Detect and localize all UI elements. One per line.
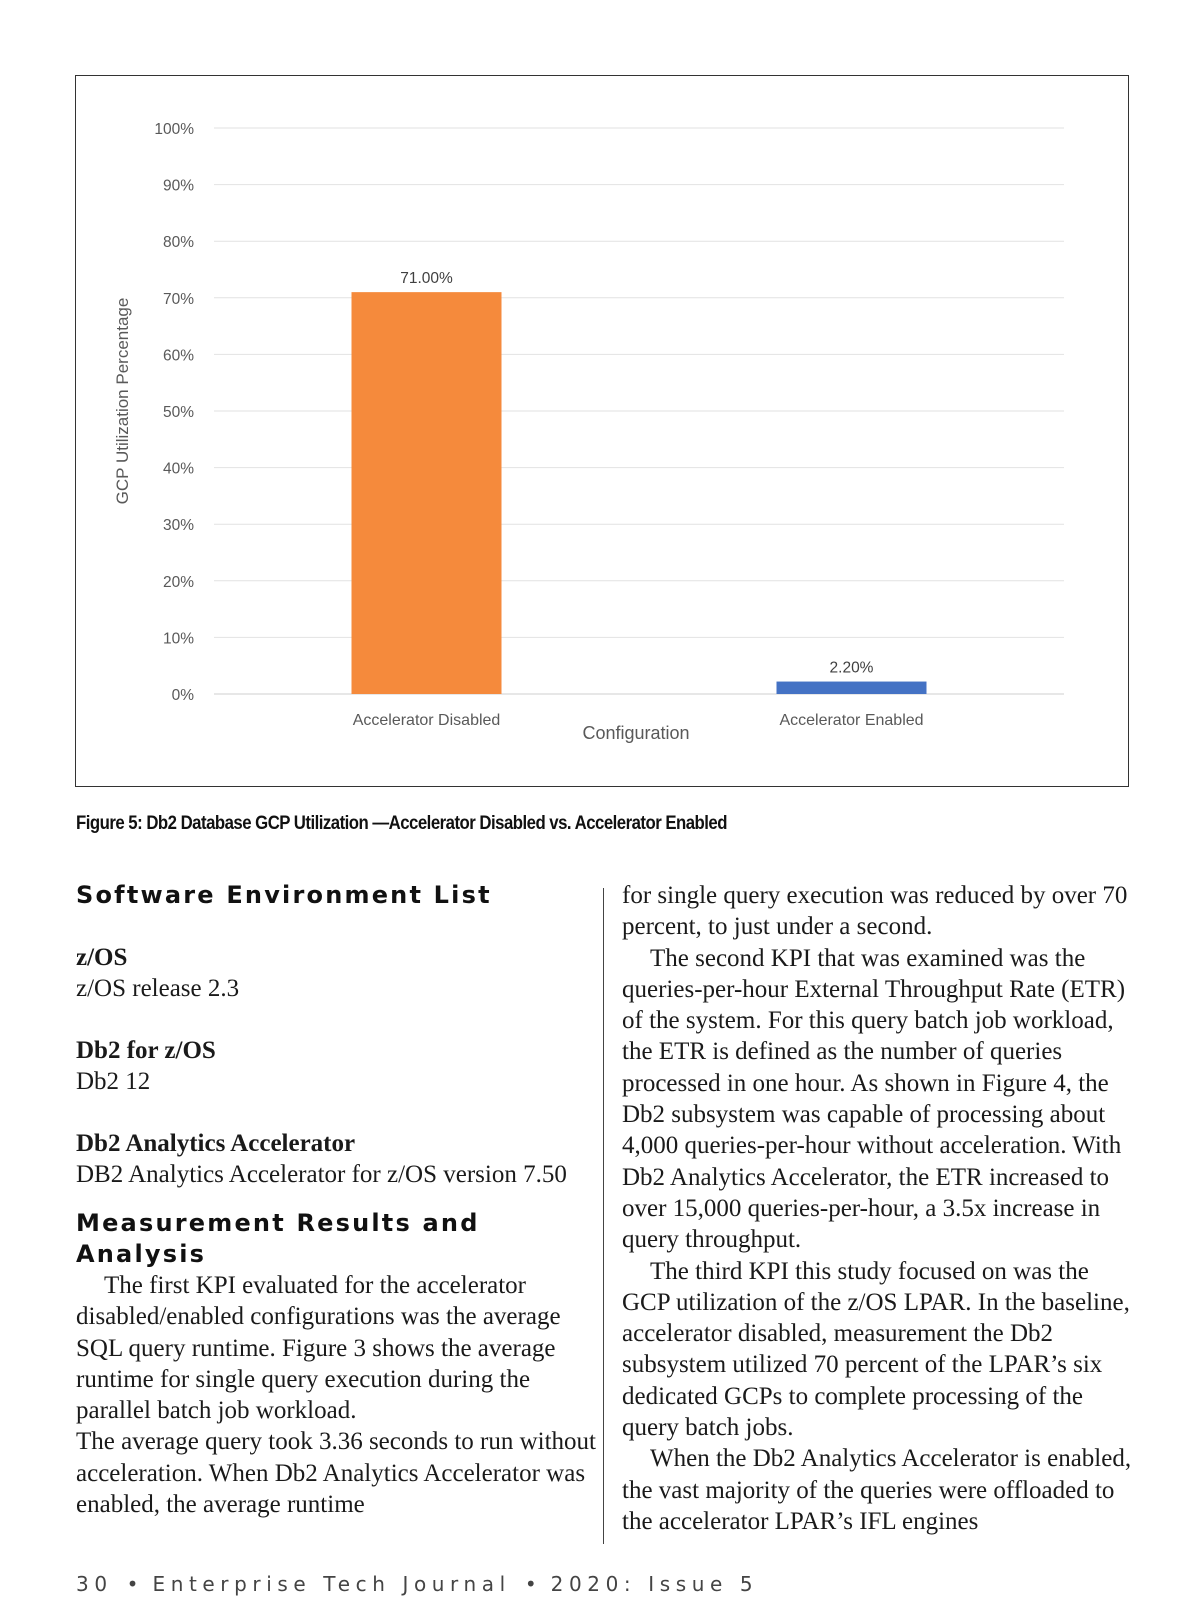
software-environment-heading: Software Environment List — [76, 881, 492, 909]
page-footer — [76, 1572, 758, 1596]
y-tick-label: 20% — [162, 573, 194, 591]
x-tick-label: Accelerator Enabled — [779, 712, 924, 729]
y-tick-label: 90% — [162, 177, 194, 195]
column-divider — [603, 888, 604, 1544]
heading-line: Measurement Results and — [76, 1209, 480, 1237]
left-column — [76, 880, 596, 1520]
separator-dot: • — [524, 1572, 537, 1596]
software-item-zos — [76, 942, 596, 1004]
software-item-db2 — [76, 1035, 596, 1097]
software-value: z/OS release 2.3 — [76, 975, 240, 1002]
right-column — [622, 880, 1132, 1537]
software-title: Db2 for z/OS — [76, 1037, 216, 1064]
body-paragraph: When the Db2 Analytics Accelerator is enabled, the vast majority of the queries were offloaded to the accelerator LPAR’s IFL engines — [622, 1445, 1132, 1535]
publication-name: Enterprise Tech Journal — [152, 1572, 511, 1596]
y-tick-label: 80% — [162, 234, 194, 252]
separator-dot: • — [126, 1572, 139, 1596]
x-axis-title: Configuration — [582, 723, 690, 743]
chart-frame — [75, 75, 1129, 787]
body-paragraph: The first KPI evaluated for the accelerator disabled/enabled configurations was the average SQL query runtime. Figure 3 shows the average runtime for single query execution during the parallel batch job workload. — [76, 1272, 561, 1425]
bar — [777, 682, 927, 694]
page-number: 30 — [76, 1572, 113, 1596]
software-value: DB2 Analytics Accelerator for z/OS version 7.50 — [76, 1161, 567, 1188]
software-item-accelerator — [76, 1128, 596, 1190]
data-label: 2.20% — [829, 659, 874, 677]
data-label: 71.00% — [400, 270, 453, 288]
software-value: Db2 12 — [76, 1068, 151, 1095]
y-tick-label: 100% — [154, 121, 194, 138]
y-tick-label: 40% — [162, 460, 194, 478]
y-tick-label: 70% — [162, 290, 194, 308]
bar — [352, 292, 502, 694]
body-paragraph: The third KPI this study focused on was the GCP utilization of the z/OS LPAR. In the baseline, accelerator disabled, measurement the Db2 subsystem utilized 70 percent of the LPAR’s six dedicated GCPs to complete processing of the query batch jobs. — [622, 1257, 1130, 1442]
body-paragraph: The second KPI that was examined was the queries-per-hour External Throughput Rate (ETR) of the system. For this query batch job workload, the ETR is defined as the number of queries processed in one hour. As shown in Figure 4, the Db2 subsystem was capable of processing about 4,000 queries-per-hour without acceleration. With Db2 Analytics Accelerator, the ETR increased to over 15,000 queries-per-hour, a 3.5x increase in query throughput. — [622, 944, 1126, 1254]
figure-caption: Figure 5: Db2 Database GCP Utilization —Accelerator Disabled vs. Accelerator Enabled — [76, 812, 727, 834]
y-tick-label: 30% — [162, 517, 194, 535]
software-title: z/OS — [76, 944, 128, 971]
y-tick-label: 0% — [171, 687, 194, 704]
y-axis-title: GCP Utilization Percentage — [113, 297, 132, 505]
software-title: Db2 Analytics Accelerator — [76, 1130, 356, 1157]
y-tick-label: 10% — [162, 630, 194, 648]
y-tick-label: 50% — [162, 404, 194, 421]
x-tick-label: Accelerator Disabled — [352, 712, 501, 729]
heading-line: Analysis — [76, 1240, 207, 1268]
bar-chart — [76, 76, 1128, 786]
issue-label: 2020: Issue 5 — [550, 1572, 759, 1596]
body-paragraph: for single query execution was reduced by over 70 percent, to just under a second. — [622, 882, 1128, 941]
body-paragraph: The average query took 3.36 seconds to run without acceleration. When Db2 Analytics Accelerator was enabled, the average runtime — [76, 1428, 597, 1519]
measurement-results-heading — [76, 1208, 596, 1270]
y-tick-label: 60% — [162, 347, 194, 365]
